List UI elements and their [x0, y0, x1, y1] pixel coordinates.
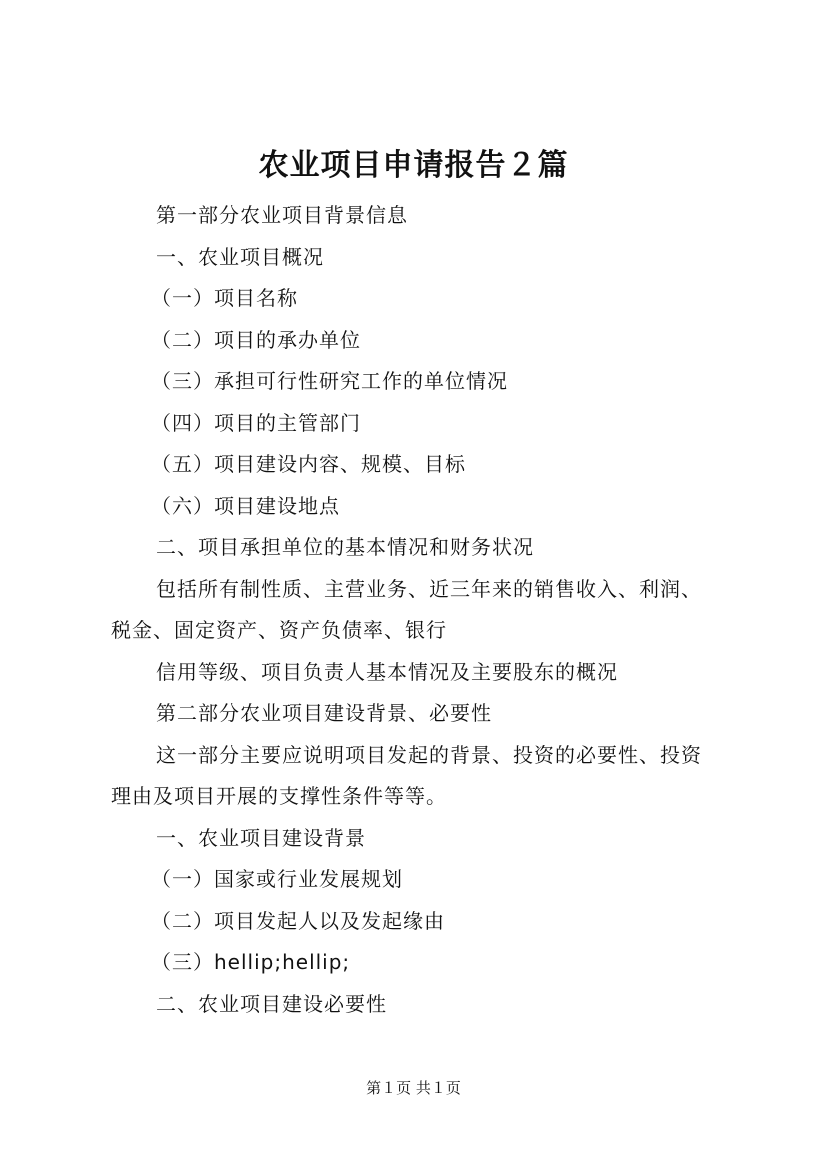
- page-footer: 第１页 共１页: [366, 1079, 461, 1097]
- document-title: 农业项目申请报告２篇: [258, 148, 569, 183]
- document-body: [111, 195, 731, 1025]
- body-text: 这一部分主要应说明项目发起的背景、投资的必要性、投资: [156, 742, 702, 767]
- list-item: （二）项目的承办单位: [151, 327, 361, 352]
- section-heading: 第二部分农业项目建设背景、必要性: [156, 701, 492, 725]
- body-text: 税金、固定资产、资产负债率、银行: [111, 618, 447, 642]
- list-item: （三）承担可行性研究工作的单位情况: [151, 369, 508, 393]
- list-item: （二）项目发起人以及发起缘由: [151, 908, 445, 933]
- list-item: （一）项目名称: [151, 286, 298, 310]
- list-item: （四）项目的主管部门: [151, 410, 361, 435]
- body-text: 信用等级、项目负责人基本情况及主要股东的概况: [156, 659, 618, 684]
- subsection-heading: 二、农业项目建设必要性: [156, 991, 387, 1016]
- list-item: （六）项目建设地点: [151, 493, 340, 518]
- list-item: （一）国家或行业发展规划: [151, 867, 403, 891]
- section-heading: 第一部分农业项目背景信息: [156, 203, 408, 227]
- list-item: （五）项目建设内容、规模、目标: [151, 452, 466, 476]
- subsection-heading: 一、农业项目建设背景: [156, 825, 366, 850]
- list-item: （三）hellip;hellip;: [151, 950, 351, 974]
- body-text: 理由及项目开展的支撑性条件等等。: [111, 784, 447, 808]
- body-text: 包括所有制性质、主营业务、近三年来的销售收入、利润、: [156, 576, 702, 601]
- subsection-heading: 二、项目承担单位的基本情况和财务状况: [156, 535, 534, 559]
- subsection-heading: 一、农业项目概况: [156, 244, 324, 269]
